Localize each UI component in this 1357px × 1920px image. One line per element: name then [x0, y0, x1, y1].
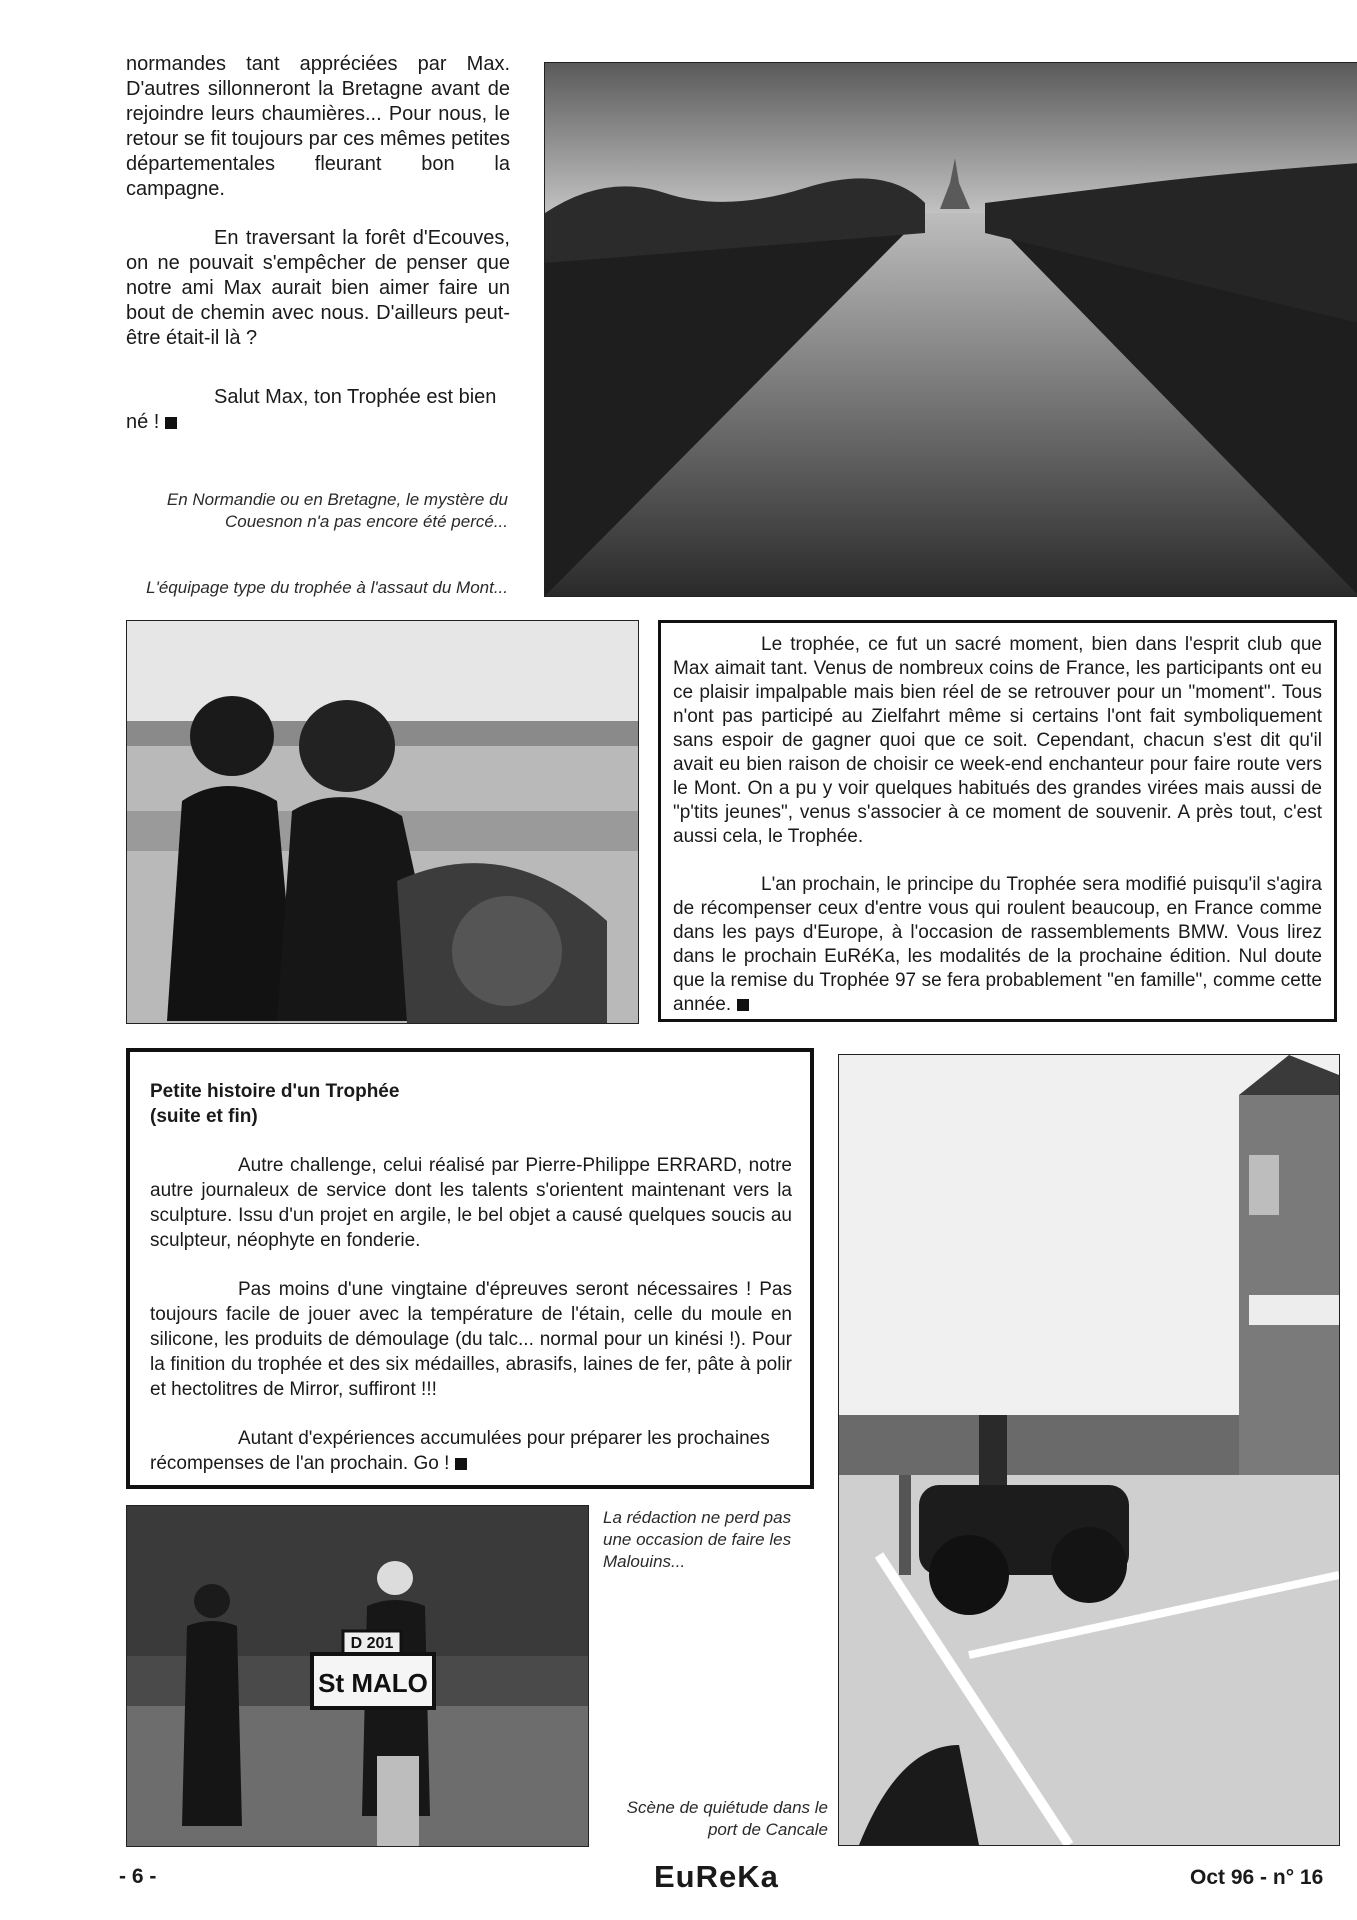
intro-paragraph-2: En traversant la forêt d'Ecouves, on ne pouvait s'empêcher de penser que notre ami Max aurait bien aimer faire un bout de chemin avec nous. D'ailleurs peut-être était-il là ? — [126, 227, 510, 349]
caption-couesnon: En Normandie ou en Bretagne, le mystère du Couesnon n'a pas encore été percé... — [166, 490, 508, 531]
end-mark — [737, 999, 749, 1011]
history-title-line-2: (suite et fin) — [150, 1106, 258, 1127]
sign-road-number: D 201 — [350, 1635, 394, 1652]
intro-paragraph-3 — [126, 385, 510, 435]
intro-salut-text: Salut Max, ton Trophée est bien né ! — [126, 386, 497, 433]
trophy-paragraph-2-text: L'an prochain, le principe du Trophée sera modifié puisqu'il s'agira de récompenser ceux d'entre vous qui roulent beaucoup, en France comme dans les pays d'Europe, à l'occasion de rassemblements BMW. Vous lirez dans le prochain EuRéKa, les modalités de la prochaine édition. Nul doute que la remise du Trophée 97 se fera probablement "en famille", comme cette année. — [673, 874, 1322, 1015]
history-paragraph-3 — [150, 1426, 792, 1476]
caption-malouins: La rédaction ne perd pas une occasion de faire les Malouins... — [603, 1508, 792, 1571]
trophy-text-box — [658, 620, 1337, 1022]
sign-town-name: St MALO — [318, 1668, 428, 1698]
intro-paragraph-1: normandes tant appréciées par Max. D'autres sillonneront la Bretagne avant de rejoindre leurs chaumières... Pour nous, le retour se fit toujours par ces mêmes petites départementales fleurant bon la campagne. — [126, 53, 510, 200]
caption-equipage: L'équipage type du trophée à l'assaut du Mont... — [146, 578, 508, 597]
trophy-paragraph-2 — [673, 873, 1322, 1017]
end-mark — [455, 1458, 467, 1470]
issue-label: Oct 96 - n° 16 — [1190, 1866, 1324, 1889]
history-text-box — [126, 1048, 814, 1489]
history-paragraph-1: Autre challenge, celui réalisé par Pierre-Philippe ERRARD, notre autre journaleux de service dont les talents s'orientent maintenant vers la sculpture. Issu d'un projet en argile, le bel objet a causé quelques soucis au sculpteur, néophyte en fonderie. — [150, 1155, 792, 1251]
history-paragraph-2: Pas moins d'une vingtaine d'épreuves seront nécessaires ! Pas toujours facile de jouer avec la température de l'étain, celle du moule en silicone, les produits de démoulage (du talc... normal pour un kinési !). Pour la finition du trophée et des six médailles, abrasifs, laines de fer, pâte à polir et hectolitres de Mirror, suffiront !!! — [150, 1279, 792, 1400]
trophy-paragraph-1: Le trophée, ce fut un sacré moment, bien dans l'esprit club que Max aimait tant. Venus de nombreux coins de France, les participants ont eu ce plaisir impalpable mais bien réel de se retrouver pour un "moment". Tous n'ont pas participé au Zielfahrt même si certains l'ont fait symboliquement sans espoir de gagner quoi que ce soit. Cependant, chacun s'est dit qu'il avait eu bien raison de choisir ce week-end enchanteur pour faire route vers le Mont. On a pu y voir quelques habitués des grandes virées mais aussi de "p'tits jeunes", venus s'associer à ce moment de souvenir. A près tout, c'est aussi cela, le Trophée. — [673, 634, 1322, 847]
history-title-line-1: Petite histoire d'un Trophée — [150, 1081, 400, 1102]
history-paragraph-3-text: Autant d'expériences accumulées pour préparer les prochaines récompenses de l'an prochain. Go ! — [150, 1428, 770, 1474]
history-title — [150, 1079, 792, 1129]
page-number: - 6 - — [119, 1865, 157, 1888]
landscape-illustration — [545, 63, 1357, 596]
st-malo-illustration — [127, 1506, 588, 1846]
intro-column — [126, 52, 510, 459]
end-mark — [165, 417, 177, 429]
riders-illustration — [127, 621, 638, 1023]
photo-cancale-port — [838, 1054, 1340, 1846]
photo-mont-saint-michel — [544, 62, 1357, 597]
caption-cancale: Scène de quiétude dans le port de Cancale — [626, 1798, 828, 1839]
photo-st-malo — [126, 1505, 589, 1847]
photo-riders — [126, 620, 639, 1024]
cancale-illustration — [839, 1055, 1339, 1845]
magazine-logo: EuReKa — [654, 1859, 779, 1894]
